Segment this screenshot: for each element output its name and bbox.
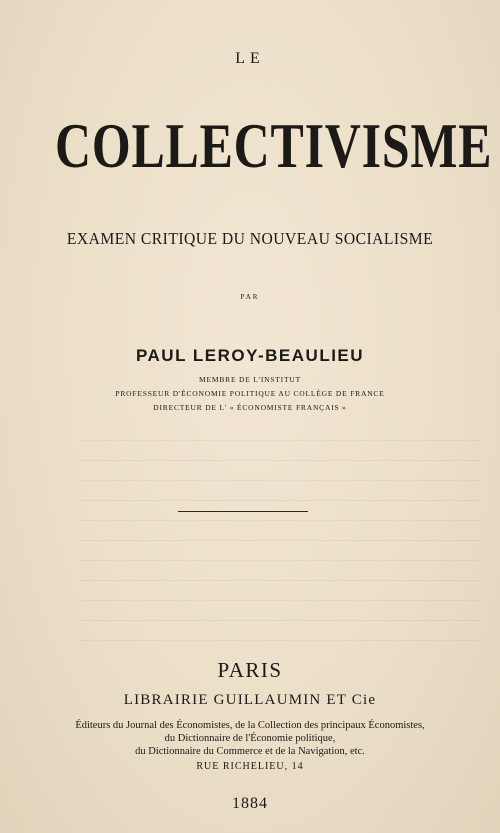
publisher-description: du Dictionnaire du Commerce et de la Navigation, etc. — [135, 746, 365, 757]
publication-city: PARIS — [217, 658, 283, 682]
publication-year: 1884 — [232, 795, 268, 812]
show-through-texture — [80, 430, 480, 650]
by-line: PAR — [240, 293, 260, 301]
book-subtitle: EXAMEN CRITIQUE DU NOUVEAU SOCIALISME — [66, 229, 434, 248]
author-name: PAUL LEROY-BEAULIEU — [135, 346, 365, 365]
author-credential: MEMBRE DE L'INSTITUT — [199, 375, 301, 384]
publisher-description: Éditeurs du Journal des Économistes, de la Collection des principaux Économistes, — [75, 720, 425, 731]
book-title: COLLECTIVISME — [55, 110, 493, 181]
author-credential: PROFESSEUR D'ÉCONOMIE POLITIQUE AU COLLÈGE DE FRANCE — [115, 389, 385, 398]
publisher-description: du Dictionnaire de l'Économie politique, — [164, 733, 336, 744]
publisher-address: RUE RICHELIEU, 14 — [196, 761, 304, 772]
title-article: LE — [235, 50, 265, 67]
divider-rule — [178, 511, 308, 512]
author-credential: DIRECTEUR DE L' « ÉCONOMISTE FRANÇAIS » — [153, 403, 347, 412]
publisher-name: LIBRAIRIE GUILLAUMIN ET Cie — [123, 692, 377, 708]
